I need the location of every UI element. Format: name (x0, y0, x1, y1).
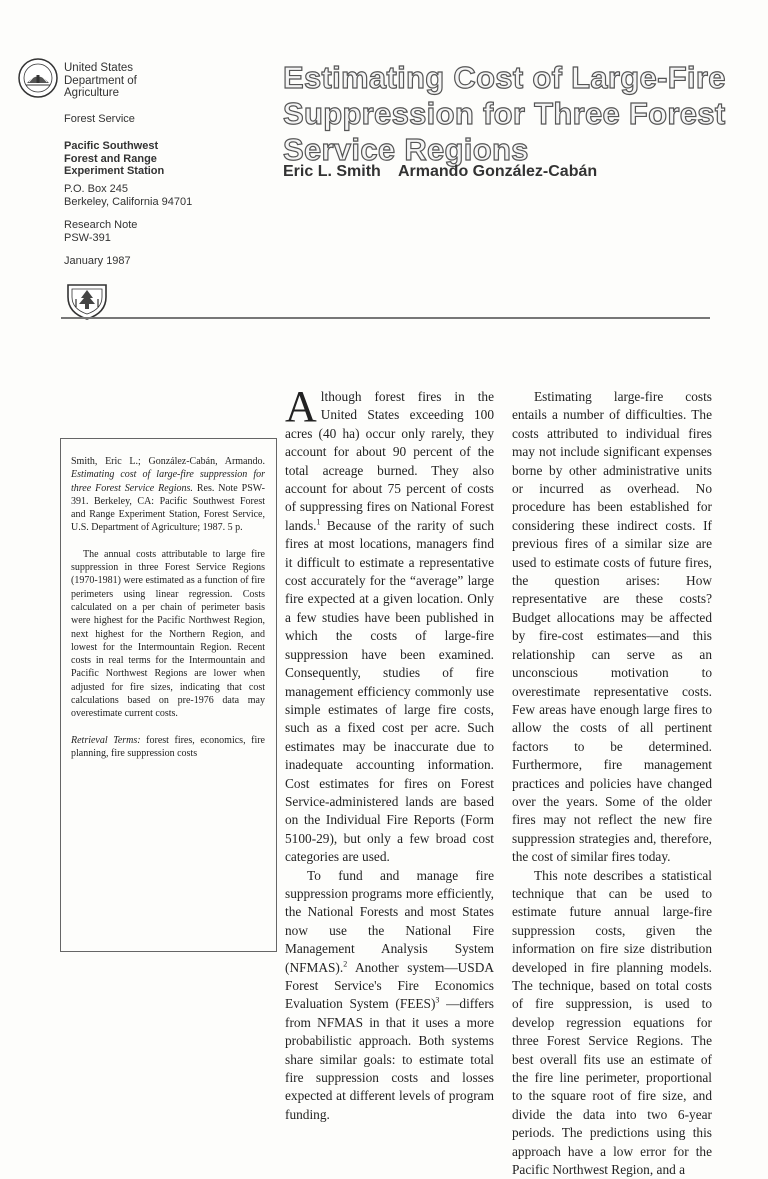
body-column-right (512, 388, 712, 1179)
station-address (64, 183, 192, 208)
retrieval-terms-list: forest fires, economics, fire planning, fire suppression costs (71, 734, 265, 759)
forest-service-shield-icon (64, 281, 110, 321)
drop-cap: A (285, 382, 317, 431)
paper-title: Estimating Cost of Large-Fire Suppression for Three Forest Service Regions (283, 60, 726, 167)
footnote-marker: 2 (343, 959, 348, 969)
retrieval-terms (71, 734, 265, 761)
forest-service-label: Forest Service (64, 113, 135, 125)
author-name: Armando González-Cabán (398, 163, 598, 180)
body-column-left (285, 382, 494, 1124)
footnote-marker: 1 (316, 517, 321, 527)
author-name: Eric L. Smith (283, 163, 381, 180)
header-divider (61, 317, 710, 319)
citation-details: Res. Note PSW-391. Berkeley, CA: Pacific Southwest Forest and Range Experiment Station, Forest Service, U.S. Department of Agriculture; 1987. 5 p. (71, 482, 266, 534)
citation-title: Estimating cost of large-fire suppression for three Forest Service Regions. (71, 469, 265, 494)
usda-seal-icon (18, 58, 58, 98)
abstract-text: The annual costs attributable to large fire suppression in three Forest Service Regions (1970-1981) were estimated as a function of fire perimeters using linear regression. Costs calculated on a per chain of perimeter basis were highest for the Pacific Northwest Region, next highest for the Northern Region, and lowest for the Intermountain Region. Recent costs in real terms for the Intermountain and Pacific Northwest Regions are lower when adjusted for fire sizes, indicating that cost calculations based on pre-1976 data may overestimate current costs. (71, 548, 265, 720)
series-line: Research Note (64, 219, 138, 231)
station-line: Experiment Station (64, 165, 165, 177)
report-series (64, 219, 137, 244)
abstract-box (60, 438, 277, 952)
body-paragraph: To fund and manage fire suppression programs more efficiently, the National Forests and most States now use the National Fire Management Analysis System (NFMAS).$^2$ Another system—USDA Forest Service's Fire Economics Evaluation System (FEES)$^3$ —differs from NFMAS in that it uses a more probabilistic approach. Both systems share similar goals: to estimate total fire suppression costs and losses expected at different levels of program funding. (285, 867, 494, 1122)
series-line: PSW-391 (64, 231, 111, 244)
body-paragraph: Although forest fires in the United States exceeding 100 acres (40 ha) occur only rarely, they account for about 90 percent of the total acreage burned. They also account for about 75 percent of costs of suppressing fires on National Forest lands.$^1$ Because of the rarity of such fires at most locations, managers find it difficult to estimate a representative cost accurately for the “average” large fire expected at a given location. Only a few studies have been published in which the costs of large-fire suppression have been examined. Consequently, studies of fire management efficiency commonly use simple estimates of large fire costs, such as a fixed cost per acre. Such estimates may be inaccurate due to inadequate accounting information. Cost estimates for fires on Forest Service-administered lands are based on the Individual Fire Reports (Form 5100-29), but only a few broad cost categories are used. (285, 382, 494, 865)
station-name (64, 140, 164, 178)
body-paragraph: This note describes a statistical technique that can be used to estimate future annual large-fire suppression costs, given the information on fire size distribution developed in fire planning models. The technique, based on total costs of fire suppression, is used to develop regression equations for three Forest Service Regions. The best overall fits use an estimate of the fire line perimeter, proportional to the square root of fire size, and divide the data into two 6-year periods. The predictions using this approach have a low error for the Pacific Northwest Region, and a (512, 867, 712, 1178)
report-date: January 1987 (64, 255, 131, 267)
citation-authors: Smith, Eric L.; González-Cabán, Armando. (71, 456, 265, 467)
station-line: Pacific Southwest (64, 140, 159, 152)
agency-name (64, 62, 137, 100)
address-line: P.O. Box 245 (64, 183, 129, 195)
station-line: Forest and Range (64, 152, 157, 165)
retrieval-label: Retrieval Terms: (71, 734, 141, 746)
agency-line: United States (64, 62, 134, 74)
body-paragraph: Estimating large-fire costs entails a number of difficulties. The costs attributed to individual fires may not include significant expenses borne by other administrative units or incurred as overhead. No procedure has been established for considering these indirect costs. If previous fires of a similar size are used to estimate costs of future fires, the question arises: How representative are these costs? Budget allocations may be affected by fire-cost estimates—and this relationship can serve as an unconscious motivation to overestimate representative costs. Few areas have enough large fires to allow the costs of all pertinent factors to be determined. Furthermore, fire management practices and policies have changed over the years. Some of the older fires may not reflect the new fire suppression strategies and, therefore, the cost of similar fires today. (512, 389, 712, 865)
citation (71, 455, 265, 535)
footnote-marker: 3 (435, 995, 440, 1005)
agency-line: Agriculture (64, 87, 119, 99)
address-line: Berkeley, California 94701 (64, 195, 193, 208)
agency-line: Department of (64, 74, 137, 87)
